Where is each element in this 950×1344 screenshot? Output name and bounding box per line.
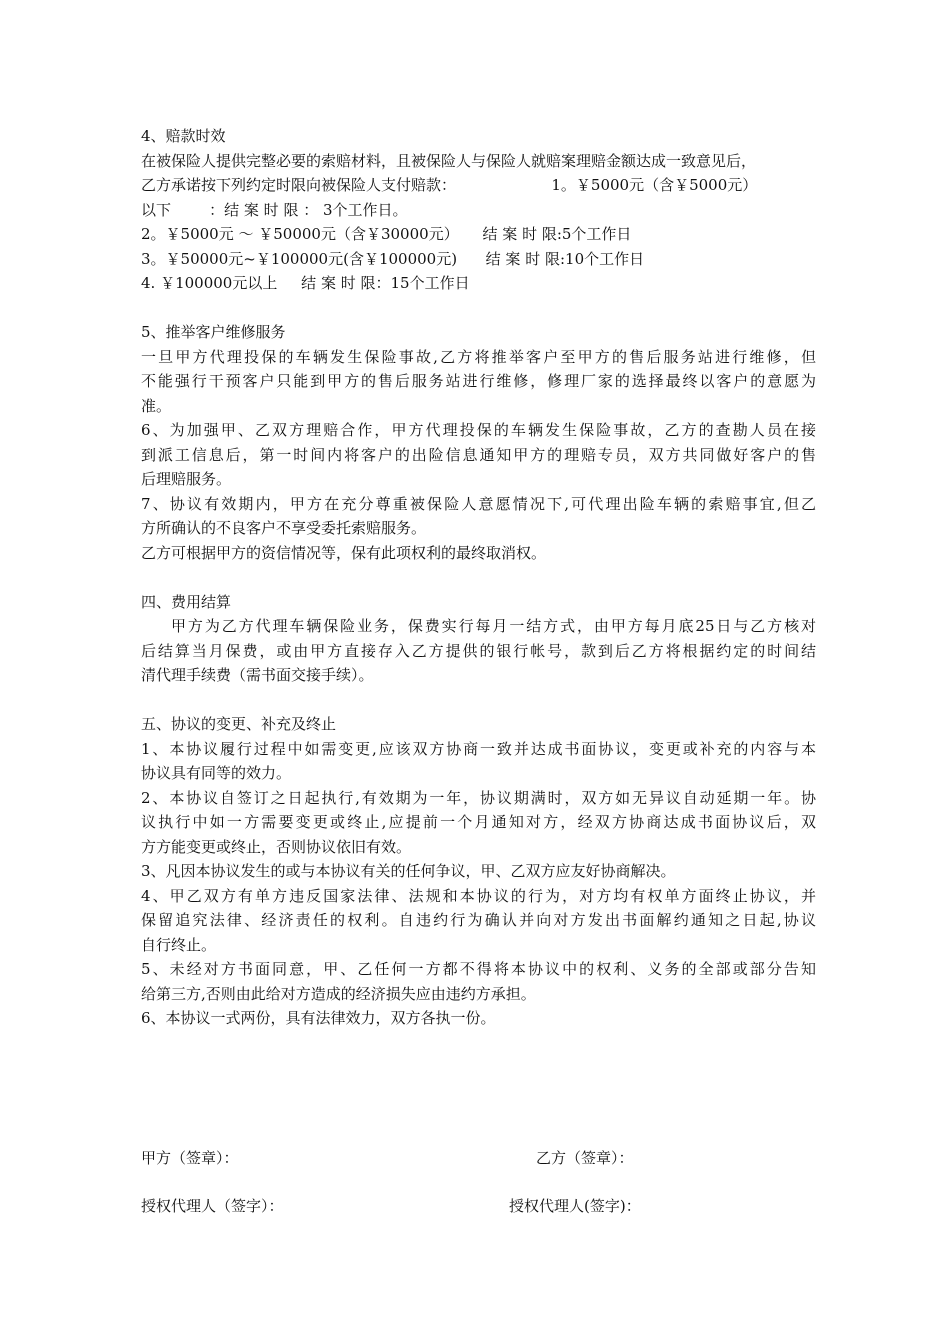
paragraph-line: 后理赔服务。	[141, 470, 232, 488]
paragraph-line: 协议具有同等的效力。	[141, 764, 292, 782]
paragraph-line: 6、本协议一式两份，具有法律效力，双方各执一份。	[141, 1009, 496, 1027]
paragraph-line: 自行终止。	[141, 935, 217, 954]
paragraph-line: 甲方为乙方代理车辆保险业务，保费实行每月一结方式，由甲方每月底25日与乙方核对	[171, 617, 816, 635]
paragraph-line: 以下 ：结 案 时 限 ： 3个工作日。	[141, 200, 408, 219]
paragraph-line: 后结算当月保费，或由甲方直接存入乙方提供的银行帐号，款到后乙方将根据约定的时间结	[141, 641, 816, 660]
paragraph-line: 方所确认的不良客户不享受委托索赔服务。	[141, 519, 427, 537]
paragraph-line: 给第三方,否则由此给对方造成的经济损失应由违约方承担。	[141, 984, 536, 1003]
paragraph-line: 清代理手续费（需书面交接手续）。	[141, 666, 374, 684]
paragraph-line: 保留追究法律、经济责任的权利。自违约行为确认并向对方发出书面解约通知之日起,协议	[141, 911, 816, 929]
paragraph-line: 5、未经对方书面同意，甲、乙任何一方都不得将本协议中的权利、义务的全部或部分告知	[141, 960, 816, 978]
party-b-seal-label: 乙方（签章）：	[536, 1149, 634, 1167]
paragraph-line: 准。	[141, 396, 172, 415]
list-item: 4. ￥100000元以上 结 案 时 限：15个工作日	[141, 274, 470, 292]
paragraph-line: 7、协议有效期内，甲方在充分尊重被保险人意愿情况下,可代理出险车辆的索赔事宜,但乙	[141, 494, 816, 513]
party-b-agent-label: 授权代理人(签字)：	[509, 1197, 641, 1215]
party-a-seal-label: 甲方（签章）：	[141, 1149, 239, 1167]
section-heading-payment-time: 4、赔款时效	[141, 127, 226, 145]
party-a-agent-label: 授权代理人（签字）：	[141, 1197, 284, 1215]
paragraph-line: 1、本协议履行过程中如需变更,应该双方协商一致并达成书面协议，变更或补充的内容与本	[141, 739, 816, 758]
paragraph-line: 4、甲乙双方有单方违反国家法律、法规和本协议的行为，对方均有权单方面终止协议，并	[141, 886, 816, 905]
section-heading-change: 五、协议的变更、补充及终止	[141, 715, 337, 733]
paragraph-line: 一旦甲方代理投保的车辆发生保险事故,乙方将推举客户至甲方的售后服务站进行维修，但	[141, 347, 816, 366]
section-heading-repair: 5、推举客户维修服务	[141, 323, 286, 341]
list-item: 2。￥5000元 ～ ￥50000元（含￥30000元） 结 案 时 限:5个工作日	[141, 225, 632, 243]
paragraph-line: 议执行中如一方需要变更或终止,应提前一个月通知对方，经双方协商达成书面协议后，双	[141, 813, 816, 831]
paragraph-line: 在被保险人提供完整必要的索赔材料，且被保险人与保险人就赔案理赔金额达成一致意见后，	[141, 151, 757, 170]
paragraph-line: 乙方承诺按下列约定时限向被保险人支付赔款： 1。￥5000元（含￥5000元）	[141, 176, 758, 194]
paragraph-line: 乙方可根据甲方的资信情况等，保有此项权利的最终取消权。	[141, 543, 547, 562]
paragraph-line: 到派工信息后，第一时间内将客户的出险信息通知甲方的理赔专员，双方共同做好客户的售	[141, 445, 816, 464]
paragraph-line: 方方能变更或终止，否则协议依旧有效。	[141, 837, 412, 856]
paragraph-line: 不能强行干预客户只能到甲方的售后服务站进行维修，修理厂家的选择最终以客户的意愿为	[141, 372, 816, 390]
paragraph-line: 6、为加强甲、乙双方理赔合作，甲方代理投保的车辆发生保险事故，乙方的查勘人员在接	[141, 421, 816, 439]
section-heading-fee: 四、费用结算	[141, 592, 232, 611]
paragraph-line: 3、凡因本协议发生的或与本协议有关的任何争议，甲、乙双方应友好协商解决。	[141, 862, 676, 880]
list-item: 3。￥50000元~￥100000元(含￥100000元) 结 案 时 限:10个工作日	[141, 249, 645, 268]
contract-body	[141, 124, 816, 1031]
paragraph-line: 2、本协议自签订之日起执行,有效期为一年，协议期满时，双方如无异议自动延期一年。协	[141, 788, 816, 807]
